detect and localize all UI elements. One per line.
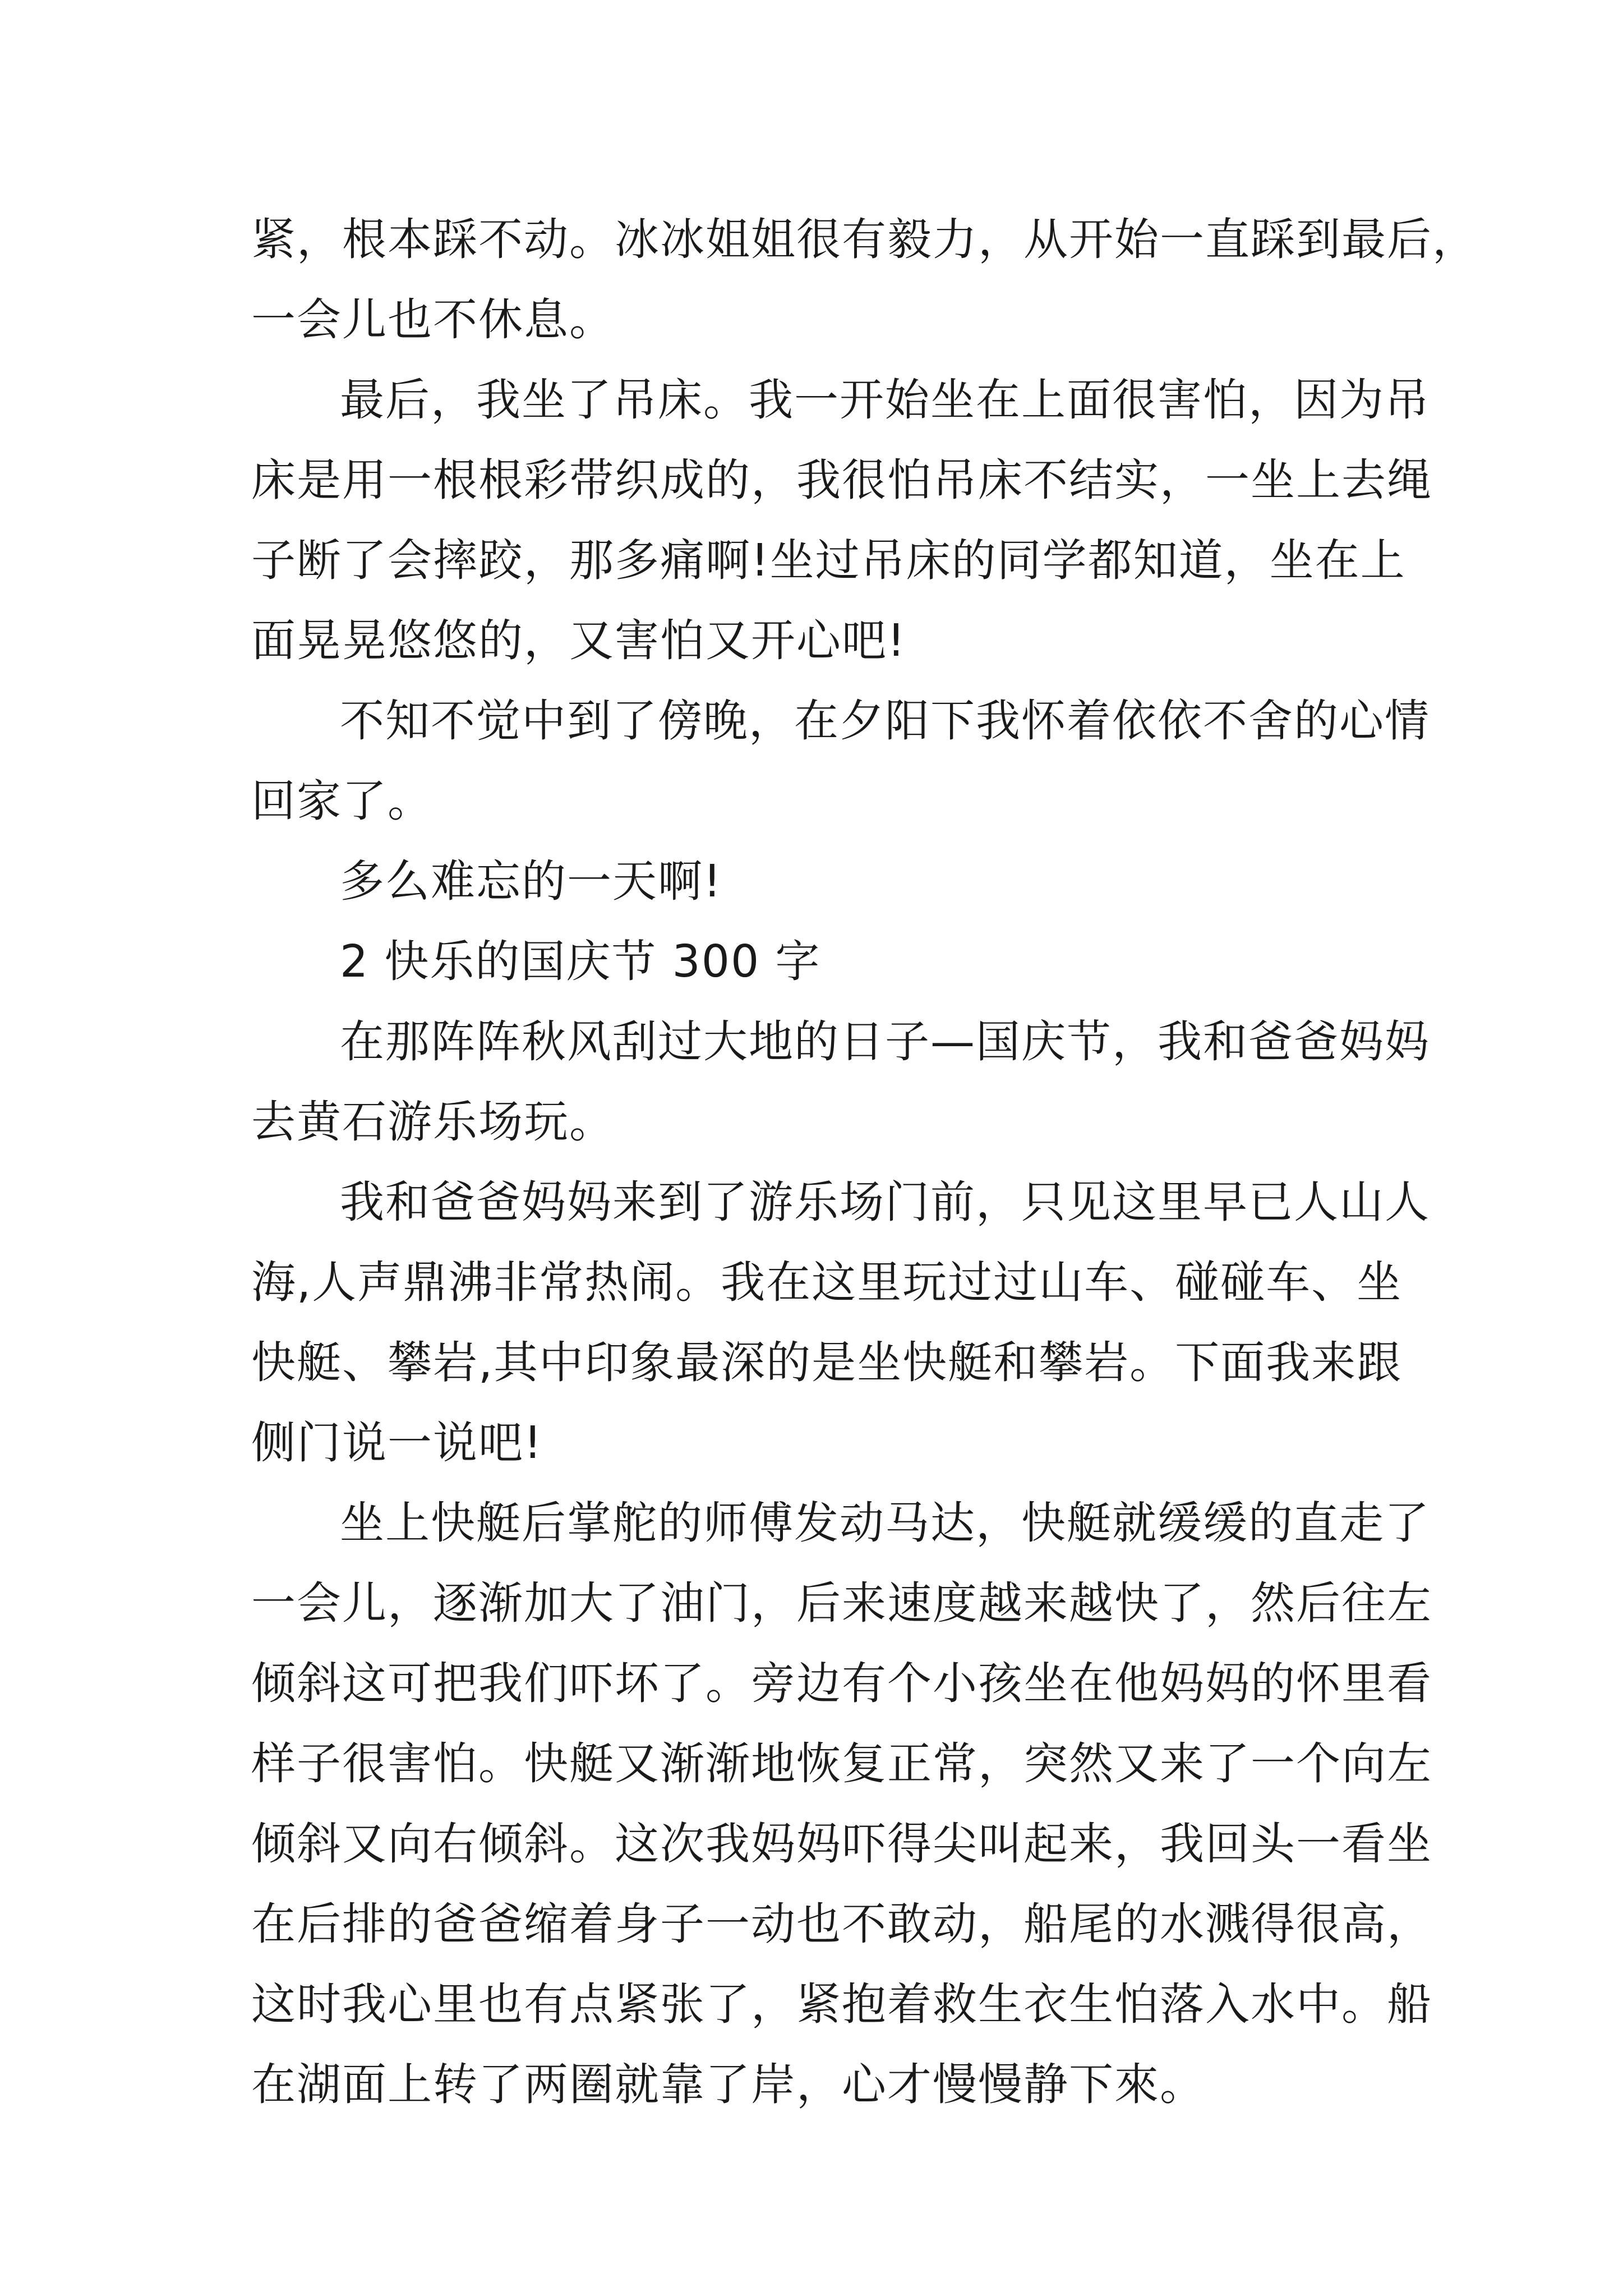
paragraph-first-line: 坐上快艇后掌舵的师傅发动马达，快艇就缓缓的直走了: [340, 1497, 1430, 1549]
text-line: 倾斜又向右倾斜。这次我妈妈吓得尖叫起来，我回头一看坐: [251, 1818, 1432, 1870]
text-line: 这时我心里也有点紧张了，紧抱着救生衣生怕落入水中。船: [251, 1978, 1432, 2030]
section-heading: 2 快乐的国庆节 300 字: [340, 936, 821, 987]
text-line: 一会儿也不休息。: [251, 294, 615, 346]
text-line: 面晃晃悠悠的，又害怕又开心吧!: [251, 615, 906, 666]
text-line: 床是用一根根彩带织成的，我很怕吊床不结实，一坐上去绳: [251, 454, 1432, 506]
text-line: 侧门说一说吧!: [251, 1417, 543, 1469]
paragraph-first-line: 不知不觉中到了傍晚，在夕阳下我怀着依依不舍的心情: [340, 695, 1430, 747]
text-line: 海,人声鼎沸非常热闹。我在这里玩过过山车、碰碰车、坐: [251, 1257, 1403, 1308]
paragraph-first-line: 我和爸爸妈妈来到了游乐场门前，只见这里早已人山人: [340, 1176, 1430, 1228]
text-line: 在湖面上转了两圈就靠了岸，心才慢慢静下來。: [251, 2059, 1205, 2110]
paragraph-first-line: 在那阵阵秋风刮过大地的日子—国庆节，我和爸爸妈妈: [340, 1016, 1430, 1068]
text-line: 在后排的爸爸缩着身子一动也不敢动，船尾的水溅得很高，: [251, 1898, 1432, 1950]
document-body: [251, 200, 1478, 2125]
text-line: 快艇、攀岩,其中印象最深的是坐快艇和攀岩。下面我来跟: [251, 1337, 1403, 1388]
text-line: 倾斜这可把我们吓坏了。旁边有个小孩坐在他妈妈的怀里看: [251, 1658, 1432, 1709]
text-line: 回家了。: [251, 775, 433, 827]
paragraph-first-line: 最后，我坐了吊床。我一开始坐在上面很害怕，因为吊: [340, 374, 1430, 426]
text-line: 紧，根本踩不动。冰冰姐姐很有毅力，从开始一直踩到最后，: [251, 214, 1478, 265]
text-line: 一会儿，逐渐加大了油门，后来速度越来越快了，然后往左: [251, 1577, 1432, 1629]
paragraph-first-line: 多么难忘的一天啊!: [340, 855, 722, 907]
text-line: 子断了会摔跤，那多痛啊!坐过吊床的同学都知道，坐在上: [251, 535, 1406, 586]
text-line: 去黄石游乐场玩。: [251, 1096, 615, 1148]
text-line: 样子很害怕。快艇又渐渐地恢复正常，突然又来了一个向左: [251, 1738, 1432, 1789]
